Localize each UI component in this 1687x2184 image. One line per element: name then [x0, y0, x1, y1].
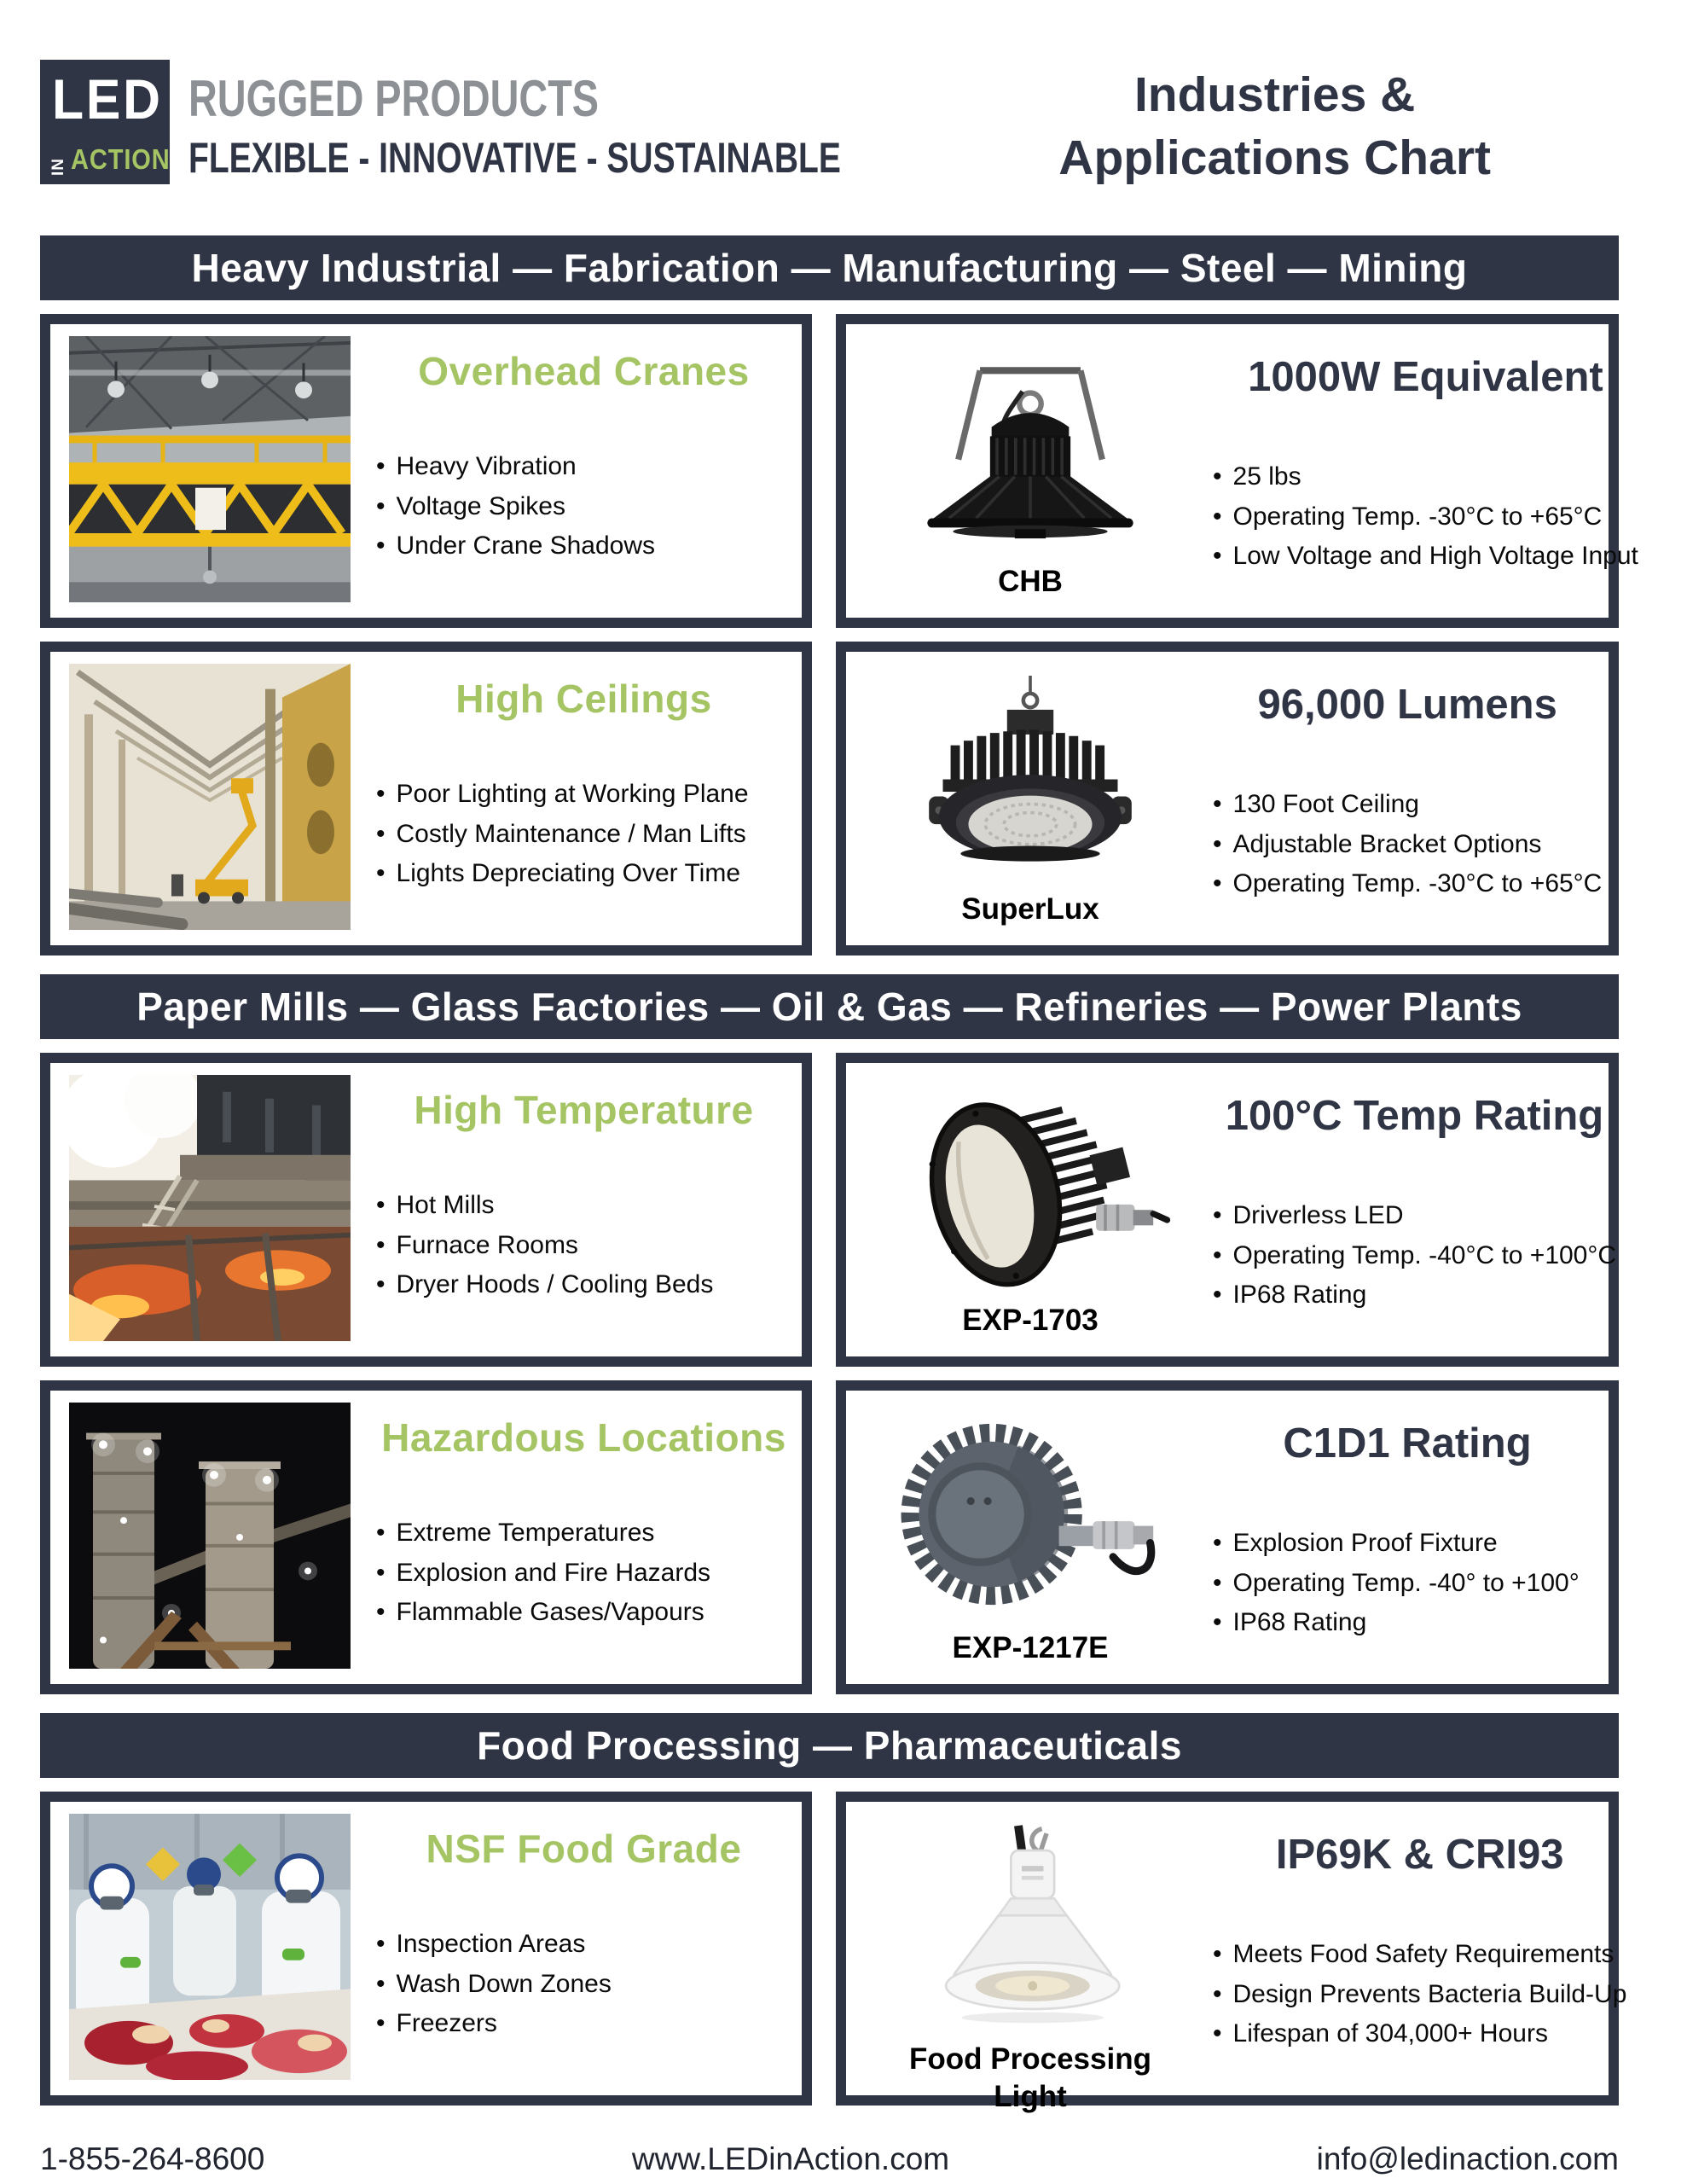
product-model-label: EXP-1217E — [952, 1631, 1109, 1664]
footer — [40, 2141, 1619, 2177]
product-bullets — [1213, 1935, 1626, 2054]
bullet-item: • Inspection Areas — [376, 1925, 791, 1965]
problem-title: High Temperature — [414, 1088, 754, 1132]
card-high-ceilings — [40, 642, 812, 956]
product-headline: IP69K & CRI93 — [1275, 1832, 1564, 1878]
bullet-item: • Wash Down Zones — [376, 1965, 791, 2005]
section-band-paper-mills: Paper Mills — Glass Factories — Oil & Gas — Refineries — Power Plants — [40, 974, 1619, 1039]
exp-1703-product-image — [864, 1073, 1197, 1300]
card-hazardous-locations — [40, 1380, 812, 1694]
card-exp-1217e — [836, 1380, 1619, 1694]
product-headline: 1000W Equivalent — [1248, 354, 1603, 400]
row-high-ceilings — [40, 642, 1619, 956]
tagline-flexible-innovative: FLEXIBLE - INNOVATIVE - SUSTAINABLE — [188, 134, 841, 182]
bullet-item: • 130 Foot Ceiling — [1213, 785, 1602, 825]
bullet-item: • Operating Temp. -30°C to +65°C — [1213, 497, 1638, 537]
bullet-item: • Explosion and Fire Hazards — [376, 1554, 791, 1594]
bullet-item: • Costly Maintenance / Man Lifts — [376, 815, 791, 855]
brand-logo — [40, 60, 1025, 184]
brand-tagline — [188, 60, 1025, 183]
bullet-item: • Meets Food Safety Requirements — [1213, 1935, 1626, 1975]
product-headline: 96,000 Lumens — [1257, 682, 1557, 728]
product-model-label: SuperLux — [961, 892, 1099, 926]
card-exp-1703 — [836, 1053, 1619, 1367]
tagline-rugged-products: RUGGED PRODUCTS — [188, 70, 600, 127]
bullet-item: • Operating Temp. -40°C to +100°C — [1213, 1236, 1616, 1276]
bullet-item: • Design Prevents Bacteria Build-Up — [1213, 1975, 1626, 2015]
problem-title: Hazardous Locations — [381, 1415, 786, 1460]
footer-email: info@ledinaction.com — [1316, 2141, 1619, 2176]
section-band-heavy-industrial: Heavy Industrial — Fabrication — Manufacturing — Steel — Mining — [40, 235, 1619, 300]
bullet-item: • Voltage Spikes — [376, 487, 791, 527]
bullet-item: • Operating Temp. -30°C to +65°C — [1213, 864, 1602, 904]
card-food-processing-light — [836, 1792, 1627, 2113]
food-processing-light-product-image — [864, 1812, 1197, 2039]
page-title-line1: Industries & — [1133, 67, 1416, 122]
exp-1217e-product-image — [864, 1401, 1197, 1628]
card-superlux — [836, 642, 1619, 956]
product-bullets — [1213, 457, 1638, 577]
row-nsf-food-grade — [40, 1792, 1627, 2113]
logo-action-text: ACTION — [71, 143, 171, 175]
product-model-label: EXP-1703 — [962, 1304, 1099, 1337]
page-title — [1058, 60, 1619, 189]
product-bullets — [1213, 1196, 1616, 1316]
card-chb — [836, 314, 1638, 628]
product-headline: C1D1 Rating — [1283, 1420, 1532, 1467]
section-band-food-processing: Food Processing — Pharmaceuticals — [40, 1713, 1619, 1778]
problem-title: NSF Food Grade — [426, 1827, 742, 1871]
problem-bullets — [376, 447, 791, 566]
bullet-item: • Dryer Hoods / Cooling Beds — [376, 1265, 791, 1305]
product-model-label: CHB — [998, 565, 1063, 598]
bullet-item: • IP68 Rating — [1213, 1603, 1602, 1643]
overhead-cranes-photo — [69, 336, 351, 602]
bullet-item: • 25 lbs — [1213, 457, 1638, 497]
bullet-item: • Flammable Gases/Vapours — [376, 1593, 791, 1633]
bullet-item: • Low Voltage and High Voltage Input — [1213, 537, 1638, 577]
bullet-item: • Lifespan of 304,000+ Hours — [1213, 2014, 1626, 2054]
logo-led-text: LED — [52, 67, 163, 131]
row-high-temperature — [40, 1053, 1619, 1367]
bullet-item: • Extreme Temperatures — [376, 1513, 791, 1554]
card-high-temperature — [40, 1053, 812, 1367]
problem-bullets — [376, 1186, 791, 1305]
product-headline: 100°C Temp Rating — [1225, 1093, 1604, 1139]
bullet-item: • Explosion Proof Fixture — [1213, 1524, 1602, 1564]
problem-bullets — [376, 775, 791, 894]
logo-in-text: IN — [49, 158, 67, 176]
high-temperature-photo — [69, 1075, 351, 1341]
footer-website: www.LEDinAction.com — [631, 2141, 950, 2176]
bullet-item: • Freezers — [376, 2004, 791, 2044]
bullet-item: • Operating Temp. -40° to +100° — [1213, 1564, 1602, 1604]
led-in-action-logo — [40, 60, 170, 184]
card-nsf-food-grade — [40, 1792, 812, 2106]
bullet-item: • Furnace Rooms — [376, 1226, 791, 1266]
product-model-label: Food Processing Light — [909, 2042, 1151, 2113]
row-overhead-cranes — [40, 314, 1638, 628]
card-overhead-cranes — [40, 314, 812, 628]
food-processing-photo — [69, 1814, 351, 2080]
superlux-product-image — [864, 662, 1197, 889]
footer-phone: 1-855-264-8600 — [40, 2141, 265, 2176]
problem-bullets — [376, 1925, 791, 2044]
header — [40, 60, 1619, 210]
bullet-item: • IP68 Rating — [1213, 1275, 1616, 1316]
bullet-item: • Lights Depreciating Over Time — [376, 854, 791, 894]
product-bullets — [1213, 1524, 1602, 1643]
problem-title: Overhead Cranes — [418, 349, 750, 393]
page-title-line2: Applications Chart — [1058, 131, 1491, 186]
product-bullets — [1213, 785, 1602, 904]
chb-product-image — [864, 334, 1197, 561]
bullet-item: • Poor Lighting at Working Plane — [376, 775, 791, 815]
bullet-item: • Adjustable Bracket Options — [1213, 825, 1602, 865]
row-hazardous-locations — [40, 1380, 1619, 1694]
problem-bullets — [376, 1513, 791, 1633]
bullet-item: • Driverless LED — [1213, 1196, 1616, 1236]
bullet-item: • Hot Mills — [376, 1186, 791, 1226]
high-ceilings-photo — [69, 664, 351, 930]
hazardous-locations-photo — [69, 1403, 351, 1669]
bullet-item: • Heavy Vibration — [376, 447, 791, 487]
problem-title: High Ceilings — [455, 677, 712, 721]
bullet-item: • Under Crane Shadows — [376, 526, 791, 566]
